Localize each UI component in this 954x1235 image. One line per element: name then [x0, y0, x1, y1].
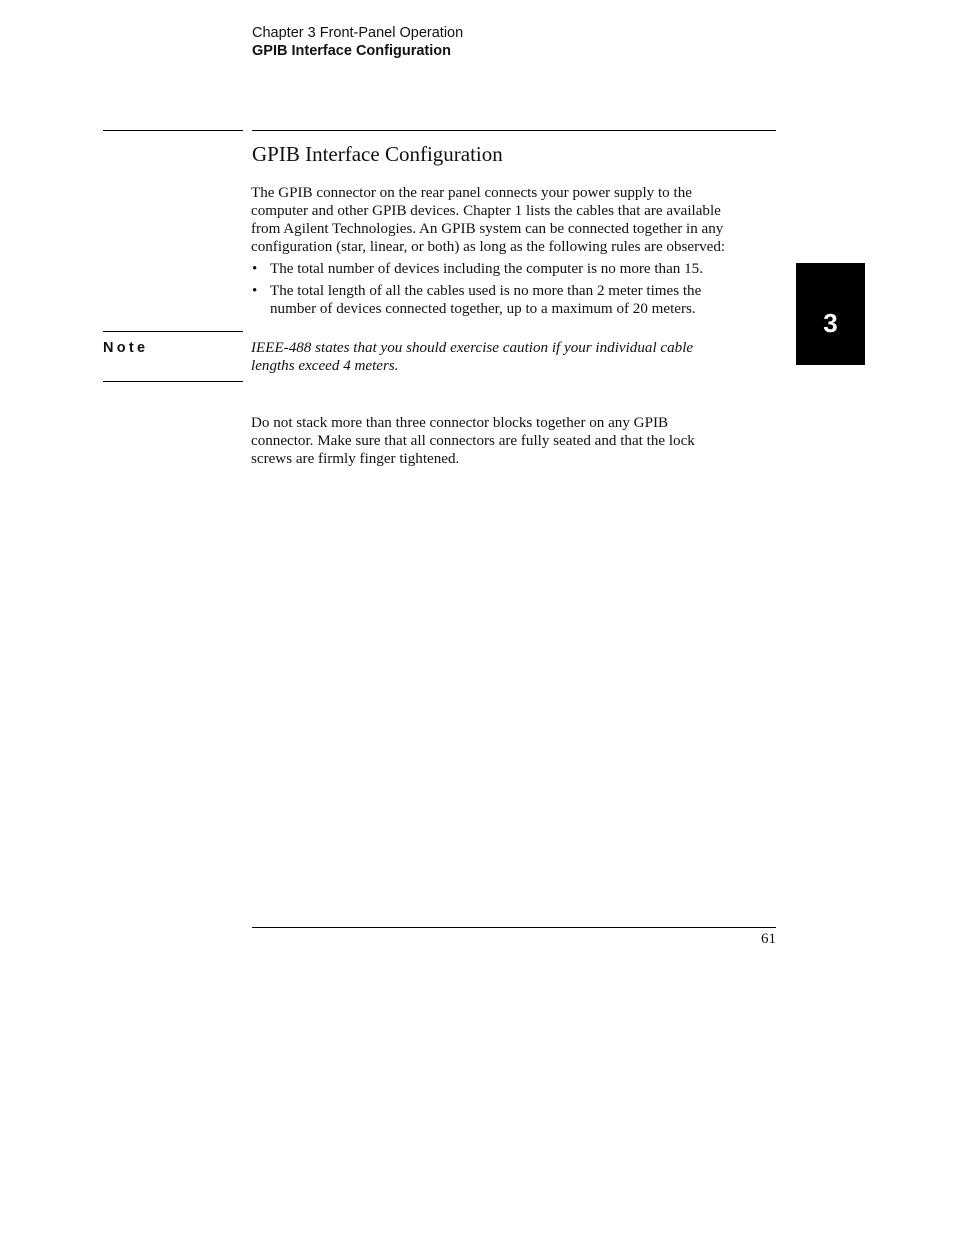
body-rule-top: [252, 130, 776, 131]
running-header-section: GPIB Interface Configuration: [252, 43, 451, 59]
intro-line: from Agilent Technologies. An GPIB system can be connected together in any: [251, 221, 724, 237]
margin-rule-top: [103, 130, 243, 131]
note-line: lengths exceed 4 meters.: [251, 358, 399, 374]
rules-list: [251, 260, 777, 318]
intro-line: computer and other GPIB devices. Chapter 1 lists the cables that are available: [251, 203, 721, 219]
list-item: [251, 260, 777, 278]
closing-line: screws are firmly finger tightened.: [251, 451, 460, 467]
chapter-tab-number: 3: [823, 307, 838, 338]
list-item-text: The total number of devices including the computer is no more than 15.: [270, 261, 703, 277]
note-rule-bottom: [103, 381, 243, 382]
closing-paragraph: [251, 414, 777, 468]
note-line: IEEE-488 states that you should exercise caution if your individual cable: [251, 340, 694, 356]
closing-line: connector. Make sure that all connectors are fully seated and that the lock: [251, 433, 695, 449]
list-item: [251, 282, 777, 318]
chapter-tab: [796, 263, 865, 365]
section-title: GPIB Interface Configuration: [252, 142, 503, 166]
note-label: Note: [103, 340, 149, 356]
closing-line: Do not stack more than three connector blocks together on any GPIB: [251, 415, 669, 431]
intro-line: configuration (star, linear, or both) as long as the following rules are observed:: [251, 239, 726, 255]
page-number: 61: [761, 931, 776, 947]
bullet-icon: •: [252, 283, 258, 299]
list-item-text: number of devices connected together, up to a maximum of 20 meters.: [270, 301, 696, 317]
footer-rule: [252, 927, 776, 928]
bullet-icon: •: [252, 261, 258, 277]
note-rule-top: [103, 331, 243, 332]
list-item-text: The total length of all the cables used is no more than 2 meter times the: [270, 283, 702, 299]
intro-paragraph: [251, 184, 777, 256]
running-header-chapter: Chapter 3 Front-Panel Operation: [252, 25, 464, 41]
intro-line: The GPIB connector on the rear panel connects your power supply to the: [251, 185, 692, 201]
note-text: [251, 339, 777, 375]
